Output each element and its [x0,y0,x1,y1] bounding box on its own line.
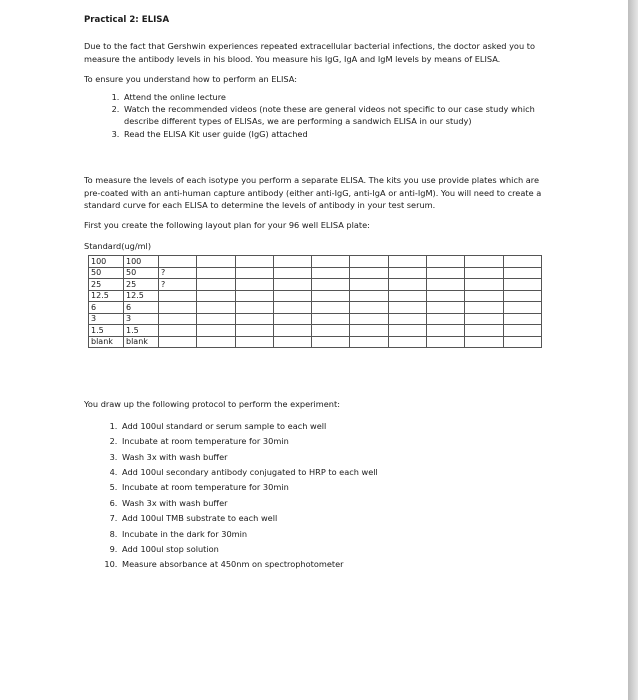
plate-well [503,256,541,268]
plate-well [465,290,503,302]
page-edge-shadow [628,0,638,700]
protocol-step: 8. Incubate in the dark for 30min [120,527,554,542]
plate-well [350,279,388,291]
ensure-steps-list [84,91,554,141]
plate-well [427,290,465,302]
plate-well [388,256,426,268]
plate-well [273,290,311,302]
plate-well: 50 [124,267,159,279]
plate-well [503,302,541,314]
plate-well [388,290,426,302]
plate-well [350,313,388,325]
ensure-heading: To ensure you understand how to perform an ELISA: [84,74,297,85]
ensure-step: 1. Attend the online lecture [122,91,554,103]
plate-well [235,325,273,337]
document-content [84,14,554,573]
plate-well [235,256,273,268]
plate-well [273,279,311,291]
plate-well: 6 [124,302,159,314]
protocol-step: 5. Incubate at room temperature for 30min [120,480,554,495]
plate-well [503,279,541,291]
plate-layout-table [88,255,542,348]
plate-row [89,336,542,348]
plate-well [350,256,388,268]
plate-well [427,336,465,348]
plate-well [427,256,465,268]
plate-row [89,302,542,314]
plate-well [159,336,197,348]
plate-well [427,302,465,314]
ensure-step: 2. Watch the recommended videos (note these are general videos not specific to our case study which describe different types of ELISAs, we are performing a sandwich ELISA in our study) [122,103,554,128]
plate-well [235,279,273,291]
plate-well [235,290,273,302]
plate-well [350,302,388,314]
plate-well [503,336,541,348]
plate-well [312,256,350,268]
plate-row [89,290,542,302]
plate-well: 100 [124,256,159,268]
plate-well [350,290,388,302]
protocol-step: 1. Add 100ul standard or serum sample to each well [120,419,554,434]
plate-well [159,313,197,325]
practical-title: Practical 2: ELISA [84,15,170,25]
protocol-step: 9. Add 100ul stop solution [120,542,554,557]
plate-well: 12.5 [124,290,159,302]
plate-well [273,313,311,325]
plate-well [388,302,426,314]
plate-well [465,336,503,348]
ensure-step: 3. Read the ELISA Kit user guide (IgG) attached [122,128,554,140]
plate-well [159,302,197,314]
plate-well [273,336,311,348]
plate-well [312,336,350,348]
plate-well [465,279,503,291]
plate-well [197,313,235,325]
plate-well [235,336,273,348]
plate-well: 6 [89,302,124,314]
plate-well [465,302,503,314]
plate-well [159,325,197,337]
plate-well [388,325,426,337]
plate-well [273,267,311,279]
plate-well [197,290,235,302]
plate-well [312,325,350,337]
plate-well [465,325,503,337]
plate-well: 25 [89,279,124,291]
plate-well: 1.5 [89,325,124,337]
plate-row [89,267,542,279]
plate-well: ? [159,267,197,279]
plate-well [197,279,235,291]
plate-well: 12.5 [89,290,124,302]
plate-well [312,313,350,325]
plate-well [273,325,311,337]
plate-well [503,267,541,279]
plate-well: 1.5 [124,325,159,337]
plate-well [235,313,273,325]
plate-well: ? [159,279,197,291]
plate-well: 3 [124,313,159,325]
plate-well [159,256,197,268]
plate-well [388,279,426,291]
plate-well [350,267,388,279]
plate-well [273,256,311,268]
plate-well [197,256,235,268]
standard-label: Standard(ug/ml) [84,240,152,251]
plate-well [465,256,503,268]
plate-well: blank [124,336,159,348]
layout-paragraph: First you create the following layout plan for your 96 well ELISA plate: [84,220,370,231]
plate-well [427,313,465,325]
plate-well [427,325,465,337]
protocol-step: 7. Add 100ul TMB substrate to each well [120,511,554,526]
plate-well [503,325,541,337]
protocol-step: 2. Incubate at room temperature for 30min [120,434,554,449]
plate-row [89,325,542,337]
protocol-steps-list [84,419,554,573]
plate-well [197,325,235,337]
protocol-step: 10. Measure absorbance at 450nm on spectrophotometer [120,557,554,572]
plate-well [235,267,273,279]
plate-well [503,313,541,325]
protocol-step: 3. Wash 3x with wash buffer [120,450,554,465]
plate-well [273,302,311,314]
plate-well [388,313,426,325]
plate-well [159,290,197,302]
plate-well [312,267,350,279]
protocol-heading: You draw up the following protocol to perform the experiment: [84,399,340,410]
plate-well [312,290,350,302]
plate-well [235,302,273,314]
intro-paragraph: Due to the fact that Gershwin experiences repeated extracellular bacterial infections, the doctor asked you to measure the antibody levels in his blood. You measure his IgG, IgA and IgM levels by means of ELISA. [84,41,535,64]
plate-well: 50 [89,267,124,279]
plate-row [89,313,542,325]
protocol-step: 4. Add 100ul secondary antibody conjugated to HRP to each well [120,465,554,480]
isotype-paragraph: To measure the levels of each isotype you perform a separate ELISA. The kits you use provide plates which are pre-coated with an anti-human capture antibody (either anti-IgG, anti-IgA or anti-IgM). You will need to create a standard curve for each ELISA to determine the levels of antibody in your test serum. [84,175,542,211]
plate-row [89,279,542,291]
plate-well [427,267,465,279]
plate-well [197,336,235,348]
plate-well [350,336,388,348]
plate-well: 25 [124,279,159,291]
plate-well [350,325,388,337]
plate-well [465,267,503,279]
plate-well: 3 [89,313,124,325]
plate-well: blank [89,336,124,348]
plate-well [312,279,350,291]
plate-well [427,279,465,291]
protocol-step: 6. Wash 3x with wash buffer [120,496,554,511]
plate-well [312,302,350,314]
plate-well: 100 [89,256,124,268]
plate-row [89,256,542,268]
plate-well [388,336,426,348]
plate-well [503,290,541,302]
plate-well [388,267,426,279]
plate-well [197,302,235,314]
plate-well [465,313,503,325]
plate-well [197,267,235,279]
